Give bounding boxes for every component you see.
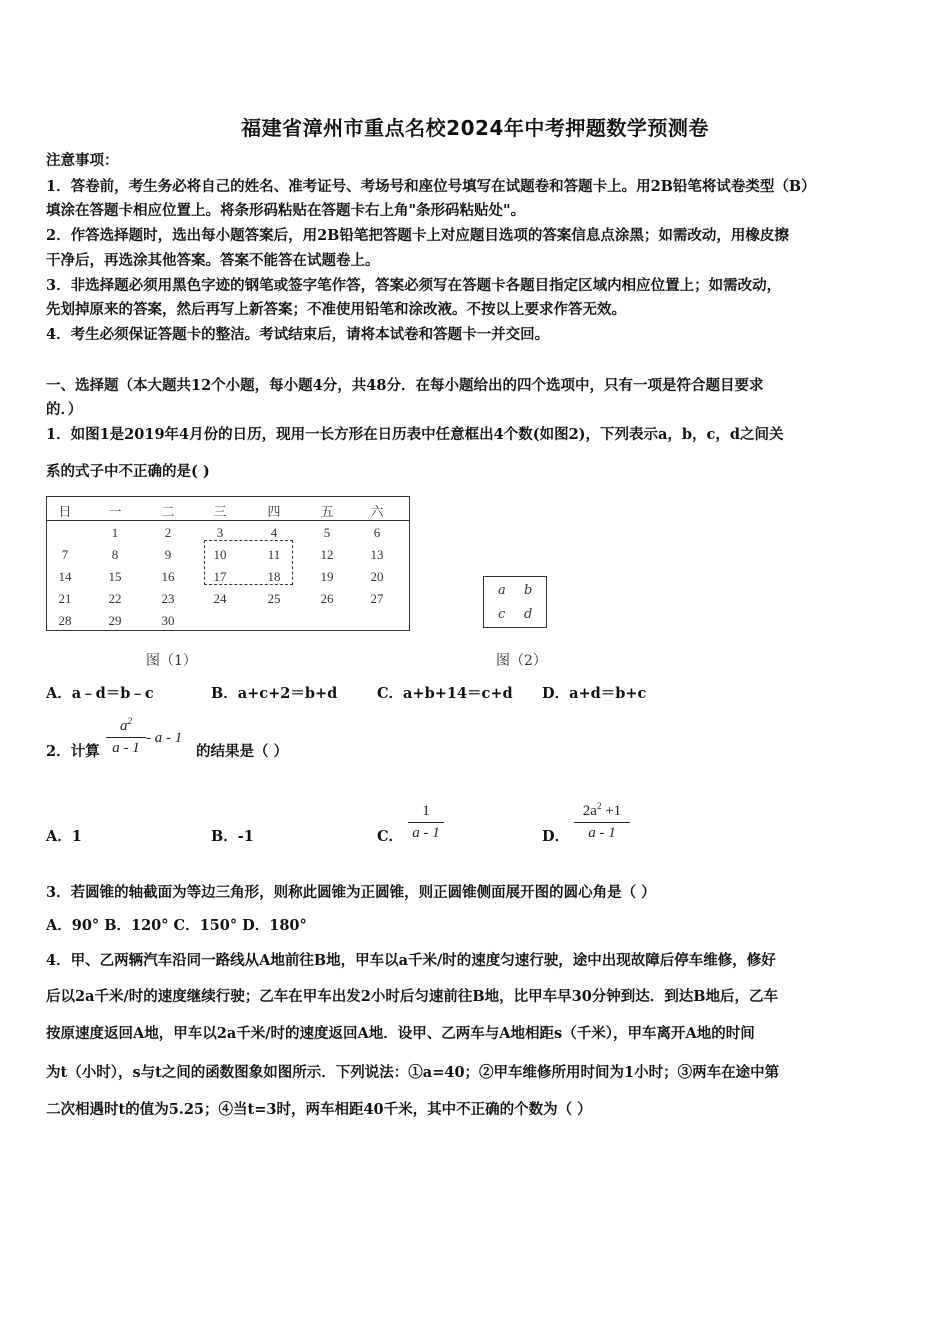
notice-line: 4．考生必须保证答题卡的整洁。考试结束后，请将本试卷和答题卡一并交回。 — [46, 326, 550, 343]
cell-a: a — [498, 583, 506, 598]
calendar-day-cell: 21 — [58, 591, 72, 606]
calendar-day-cell: 5 — [323, 525, 331, 540]
calendar-day-cell: 16 — [161, 569, 175, 584]
calendar-day-cell: 19 — [320, 569, 334, 584]
calendar-header-cell: 三 — [213, 504, 227, 519]
calendar-day-cell: 6 — [373, 525, 381, 540]
question-3-text: 3．若圆锥的轴截面为等边三角形，则称此圆锥为正圆锥，则正圆锥侧面展开图的圆心角是（ ） — [46, 884, 656, 901]
calendar-header-divider — [47, 520, 409, 521]
q2-d-num-b: +1 — [601, 803, 622, 819]
question-1-text: 1．如图1是2019年4月份的日历，现用一长方形在日历表中任意框出4个数(如图2)，下列表示a，b，c，d之间关 — [46, 426, 784, 443]
question-3-options: A．90° B．120° C．150° D．180° — [46, 917, 307, 934]
calendar-day-cell: 13 — [370, 547, 384, 562]
calendar-day-cell: 7 — [61, 547, 69, 562]
notice-line: 先划掉原来的答案，然后再写上新答案；不准使用铅笔和涂改液。不按以上要求作答无效。 — [46, 301, 626, 318]
calendar-day-cell: 27 — [370, 591, 384, 606]
q2-d-den: a - 1 — [588, 825, 616, 841]
calendar-day-cell: 28 — [58, 613, 72, 628]
q2-option-c-fraction — [408, 803, 444, 842]
calendar-day-cell: 12 — [320, 547, 334, 562]
calendar-day-cell: 20 — [370, 569, 384, 584]
notice-line: 干净后，再选涂其他答案。答案不能答在试题卷上。 — [46, 252, 380, 269]
q2-option-d-fraction — [574, 801, 630, 842]
q2-tail: - a - 1 — [146, 730, 183, 746]
calendar-header-cell: 二 — [161, 504, 175, 519]
cell-d: d — [524, 607, 533, 622]
question-2-prefix: 2．计算 — [46, 743, 100, 760]
calendar-header-cell: 五 — [320, 504, 334, 519]
question-4-text: 后以2a千米/时的速度继续行驶；乙车在甲车出发2小时后匀速前往B地，比甲车早30分钟到达．到达B地后，乙车 — [46, 988, 779, 1005]
question-2-suffix: 的结果是（ ） — [196, 743, 289, 760]
calendar-day-cell: 26 — [320, 591, 334, 606]
notice-line: 1．答卷前，考生务必将自己的姓名、准考证号、考场号和座位号填写在试题卷和答题卡上。用2B铅笔将试卷类型（B） — [46, 178, 816, 195]
calendar-day-cell: 1 — [111, 525, 119, 540]
figure-1-caption: 图（1） — [146, 653, 197, 669]
calendar-day-cell: 23 — [161, 591, 175, 606]
option-c: C．a+b+14＝c+d — [377, 685, 513, 702]
calendar-day-cell: 18 — [267, 569, 281, 584]
q2-c-den: a - 1 — [412, 825, 440, 841]
calendar-header-cell: 日 — [58, 504, 72, 519]
notice-heading: 注意事项： — [46, 152, 119, 169]
calendar-figure — [46, 496, 410, 631]
calendar-day-cell: 2 — [164, 525, 172, 540]
q2-option-b: B．-1 — [211, 828, 254, 845]
q2-den: a - 1 — [112, 740, 140, 756]
question-4-text: 按原速度返回A地，甲车以2a千米/时的速度返回A地．设甲、乙两车与A地相距s（千米），甲车离开A地的时间 — [46, 1025, 755, 1042]
calendar-day-cell: 25 — [267, 591, 281, 606]
calendar-day-cell: 8 — [111, 547, 119, 562]
calendar-day-cell: 10 — [213, 547, 227, 562]
calendar-header-cell: 一 — [108, 504, 122, 519]
q2-option-d-label: D． — [542, 828, 570, 845]
calendar-day-cell: 24 — [213, 591, 227, 606]
q2-expression-fraction — [106, 716, 146, 757]
notice-line: 3．非选择题必须用黑色字迹的钢笔或签字笔作答，答案必须写在答题卡各题目指定区域内相应位置上；如需改动， — [46, 277, 782, 294]
calendar-header-cell: 六 — [370, 504, 384, 519]
q2-num: a — [120, 718, 128, 734]
cell-b: b — [524, 583, 533, 598]
option-a: A．a﹣d＝b﹣c — [46, 685, 154, 702]
q2-option-c-label: C． — [377, 828, 404, 845]
question-4-text: 4．甲、乙两辆汽车沿同一路线从A地前往B地，甲车以a千米/时的速度匀速行驶，途中出现故障后停车维修，修好 — [46, 952, 776, 969]
figure-2-box — [483, 576, 547, 628]
figure-2-caption: 图（2） — [496, 653, 547, 669]
q2-num-sup: 2 — [127, 716, 132, 726]
calendar-day-cell: 22 — [108, 591, 122, 606]
question-1-text: 系的式子中不正确的是( ) — [46, 463, 210, 480]
option-b: B．a+c+2＝b+d — [211, 685, 338, 702]
calendar-day-cell: 29 — [108, 613, 122, 628]
calendar-day-cell: 30 — [161, 613, 175, 628]
calendar-day-cell: 15 — [108, 569, 122, 584]
calendar-day-cell: 17 — [213, 569, 227, 584]
section-heading: 一、选择题（本大题共12个小题，每小题4分，共48分．在每小题给出的四个选项中，只有一项是符合题目要求 — [46, 377, 764, 394]
page-title: 福建省漳州市重点名校2024年中考押题数学预测卷 — [241, 116, 709, 140]
cell-c: c — [498, 607, 506, 622]
question-4-text: 二次相遇时t的值为5.25；④当t=3时，两车相距40千米，其中不正确的个数为（ ） — [46, 1101, 592, 1118]
calendar-day-cell: 4 — [270, 525, 278, 540]
selection-box — [204, 540, 293, 585]
q2-c-num: 1 — [422, 803, 430, 819]
calendar-day-cell: 3 — [216, 525, 224, 540]
q2-d-num-a: 2a — [582, 803, 597, 819]
calendar-header-cell: 四 — [267, 504, 281, 519]
notice-line: 填涂在答题卡相应位置上。将条形码粘贴在答题卡右上角"条形码粘贴处"。 — [46, 202, 526, 219]
calendar-day-cell: 14 — [58, 569, 72, 584]
calendar-day-cell: 11 — [267, 547, 281, 562]
calendar-day-cell: 9 — [164, 547, 172, 562]
q2-d-num-sup: 2 — [596, 801, 602, 811]
question-4-text: 为t（小时），s与t之间的函数图象如图所示．下列说法：①a=40；②甲车维修所用时间为1小时；③两车在途中第 — [46, 1064, 780, 1081]
notice-line: 2．作答选择题时，选出每小题答案后，用2B铅笔把答题卡上对应题目选项的答案信息点涂黑；如需改动，用橡皮擦 — [46, 227, 789, 244]
q2-option-a: A．1 — [46, 828, 82, 845]
section-heading: 的．） — [46, 401, 83, 418]
option-d: D．a+d＝b+c — [542, 685, 647, 702]
